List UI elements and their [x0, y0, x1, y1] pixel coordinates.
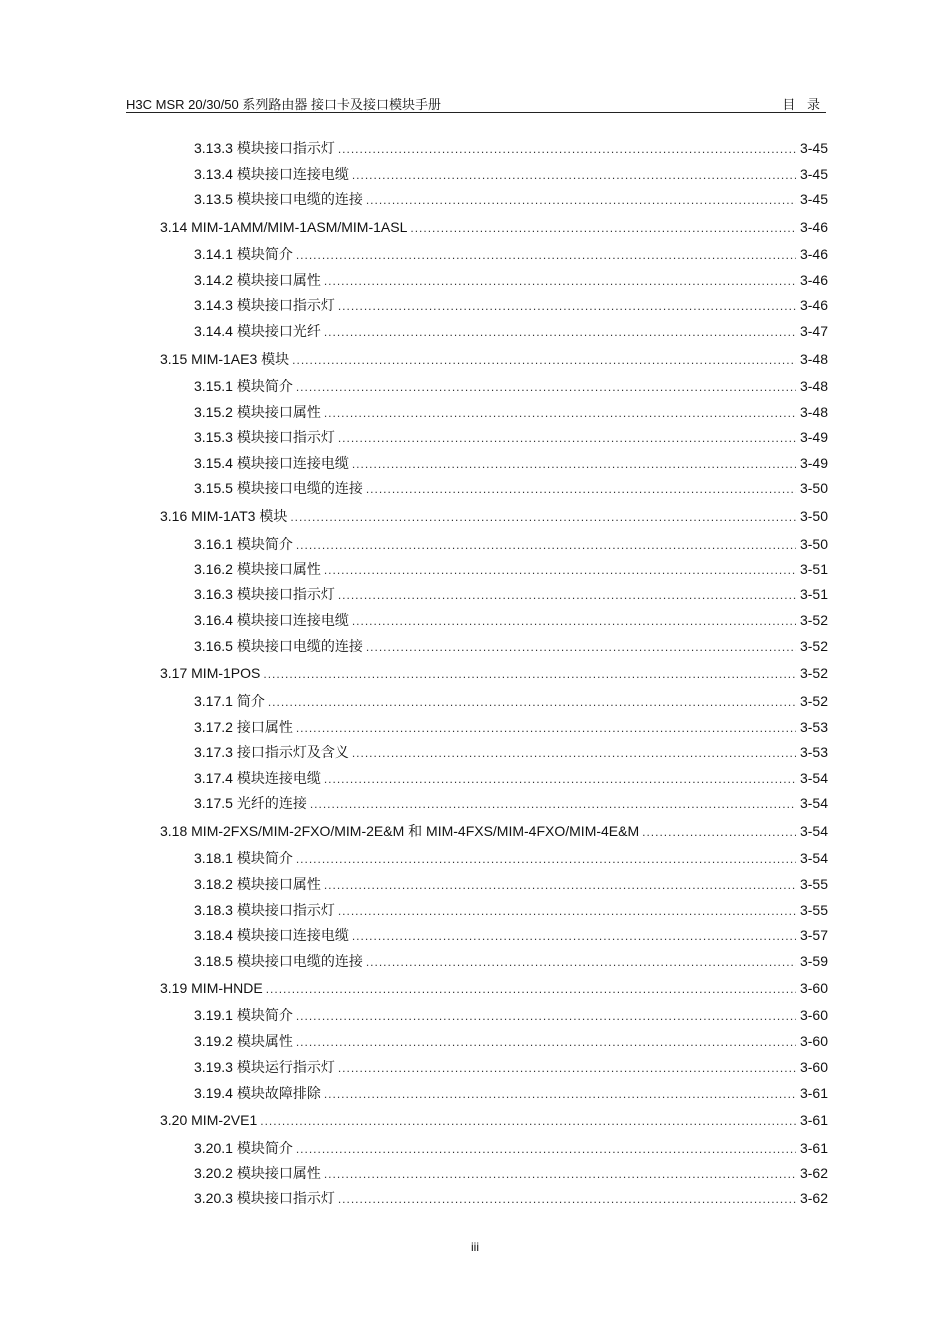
- toc-leader-dots: [296, 1033, 796, 1051]
- toc-entry-page: 3-48: [799, 378, 828, 394]
- toc-leader-dots: [366, 191, 796, 209]
- header-manual-title: H3C MSR 20/30/50 系列路由器 接口卡及接口模块手册: [126, 97, 441, 112]
- toc-entry-number: 3.18.1: [194, 850, 233, 866]
- toc-entry-number: 3.19: [160, 980, 188, 996]
- toc-entry[interactable]: [194, 1189, 828, 1207]
- toc-entry[interactable]: [194, 535, 828, 553]
- toc-entry-number: 3.17: [160, 665, 188, 681]
- toc-entry[interactable]: [194, 454, 828, 472]
- toc-entry-page: 3-62: [799, 1190, 828, 1206]
- toc-entry-page: 3-52: [799, 665, 828, 681]
- toc-entry[interactable]: [160, 1111, 828, 1129]
- toc-entry-page: 3-55: [799, 902, 828, 918]
- toc-entry-title: 模块接口光纤: [236, 323, 321, 339]
- toc-entry-page: 3-57: [799, 927, 828, 943]
- toc-entry-page: 3-62: [799, 1165, 828, 1181]
- toc-entry-title: 模块接口电缆的连接: [236, 638, 363, 654]
- toc-entry-page: 3-54: [799, 850, 828, 866]
- toc-entry-number: 3.14.2: [194, 272, 233, 288]
- toc-entry-page: 3-46: [799, 272, 828, 288]
- toc-entry-number: 3.19.2: [194, 1033, 233, 1049]
- toc-leader-dots: [266, 980, 796, 998]
- toc-entry-number: 3.16: [160, 508, 188, 524]
- toc-leader-dots: [338, 586, 796, 604]
- toc-leader-dots: [324, 770, 796, 788]
- toc-entry[interactable]: [194, 1164, 828, 1182]
- toc-entry-page: 3-54: [799, 823, 828, 839]
- toc-entry-page: 3-60: [799, 980, 828, 996]
- toc-leader-dots: [366, 953, 796, 971]
- toc-entry-number: 3.20.2: [194, 1165, 233, 1181]
- toc-entry[interactable]: [194, 322, 828, 340]
- toc-entry-number: 3.15.5: [194, 480, 233, 496]
- toc-entry-page: 3-46: [799, 297, 828, 313]
- toc-entry[interactable]: [194, 190, 828, 208]
- toc-entry-page: 3-55: [799, 876, 828, 892]
- toc-entry-number: 3.13.4: [194, 166, 233, 182]
- toc-entry[interactable]: [194, 901, 828, 919]
- toc-entry[interactable]: [194, 479, 828, 497]
- toc-leader-dots: [338, 1190, 796, 1208]
- toc-leader-dots: [324, 1085, 796, 1103]
- toc-leader-dots: [324, 561, 796, 579]
- toc-entry-title: 模块接口电缆的连接: [236, 191, 363, 207]
- toc-entry[interactable]: [194, 403, 828, 421]
- toc-leader-dots: [268, 693, 796, 711]
- toc-entry-title: 模块接口指示灯: [236, 1190, 335, 1206]
- toc-entry-page: 3-53: [799, 744, 828, 760]
- toc-entry-page: 3-54: [799, 795, 828, 811]
- toc-entry-title: 模块接口连接电缆: [236, 455, 349, 471]
- toc-entry-number: 3.19.4: [194, 1085, 233, 1101]
- toc-entry-number: 3.17.2: [194, 719, 233, 735]
- toc-entry[interactable]: [194, 637, 828, 655]
- toc-entry-number: 3.18.3: [194, 902, 233, 918]
- toc-entry-title: 模块接口连接电缆: [236, 612, 349, 628]
- toc-entry-number: 3.16.1: [194, 536, 233, 552]
- toc-entry-number: 3.19.1: [194, 1007, 233, 1023]
- toc-entry[interactable]: [194, 718, 828, 736]
- toc-leader-dots: [310, 795, 796, 813]
- toc-leader-dots: [296, 246, 796, 264]
- toc-entry-title: 模块接口属性: [236, 876, 321, 892]
- toc-entry-title: 模块简介: [236, 378, 293, 394]
- toc-entry-page: 3-51: [799, 561, 828, 577]
- toc-leader-dots: [263, 665, 796, 683]
- toc-entry-title: MIM-HNDE: [191, 980, 263, 996]
- toc-entry[interactable]: [194, 794, 828, 812]
- toc-entry-title: 模块简介: [236, 850, 293, 866]
- toc-entry[interactable]: [194, 952, 828, 970]
- toc-entry[interactable]: [194, 1032, 828, 1050]
- toc-entry-number: 3.18.2: [194, 876, 233, 892]
- toc-entry-title: 模块运行指示灯: [236, 1059, 335, 1075]
- toc-entry-page: 3-50: [799, 536, 828, 552]
- toc-entry-page: 3-46: [799, 246, 828, 262]
- toc-entry-number: 3.16.2: [194, 561, 233, 577]
- toc-leader-dots: [352, 744, 796, 762]
- toc-entry-title: 模块接口属性: [236, 272, 321, 288]
- toc-leader-dots: [296, 719, 796, 737]
- toc-leader-dots: [338, 1059, 796, 1077]
- toc-entry-page: 3-49: [799, 455, 828, 471]
- toc-entry-number: 3.18.5: [194, 953, 233, 969]
- toc-leader-dots: [366, 638, 796, 656]
- toc-entry-number: 3.14.3: [194, 297, 233, 313]
- toc-entry-page: 3-45: [799, 166, 828, 182]
- toc-entry-title: 模块简介: [236, 246, 293, 262]
- toc-entry[interactable]: [194, 1006, 828, 1024]
- toc-entry-title: MIM-1AE3 模块: [191, 351, 290, 367]
- toc-leader-dots: [296, 536, 796, 554]
- toc-entry-title: 接口指示灯及含义: [236, 744, 349, 760]
- toc-entry[interactable]: [194, 769, 828, 787]
- toc-entry-number: 3.18.4: [194, 927, 233, 943]
- toc-entry[interactable]: [194, 926, 828, 944]
- toc-entry[interactable]: [160, 350, 828, 368]
- toc-leader-dots: [260, 1112, 796, 1130]
- toc-leader-dots: [352, 455, 796, 473]
- toc-leader-dots: [366, 480, 796, 498]
- toc-entry[interactable]: [194, 165, 828, 183]
- toc-entry[interactable]: [160, 664, 828, 682]
- toc-entry-page: 3-60: [799, 1033, 828, 1049]
- toc-entry[interactable]: [194, 692, 828, 710]
- toc-entry-title: 模块接口连接电缆: [236, 927, 349, 943]
- toc-entry-number: 3.14.4: [194, 323, 233, 339]
- toc-entry-page: 3-45: [799, 140, 828, 156]
- toc-leader-dots: [338, 902, 796, 920]
- toc-leader-dots: [296, 1007, 796, 1025]
- toc-entry-title: 模块连接电缆: [236, 770, 321, 786]
- page-number: iii: [471, 1240, 479, 1254]
- toc-leader-dots: [290, 508, 796, 526]
- toc-entry-title: 模块接口属性: [236, 561, 321, 577]
- toc-entry-number: 3.20.1: [194, 1140, 233, 1156]
- toc-leader-dots: [338, 297, 796, 315]
- toc-entry-number: 3.15: [160, 351, 188, 367]
- toc-entry-number: 3.19.3: [194, 1059, 233, 1075]
- toc-entry[interactable]: [194, 875, 828, 893]
- toc-entry-page: 3-45: [799, 191, 828, 207]
- toc-entry-number: 3.15.4: [194, 455, 233, 471]
- toc-entry[interactable]: [194, 849, 828, 867]
- toc-entry-title: 模块简介: [236, 1140, 293, 1156]
- toc-leader-dots: [338, 429, 796, 447]
- toc-entry[interactable]: [194, 1139, 828, 1157]
- toc-entry-page: 3-53: [799, 719, 828, 735]
- toc-leader-dots: [338, 140, 796, 158]
- toc-entry-page: 3-46: [799, 219, 828, 235]
- toc-entry-number: 3.20.3: [194, 1190, 233, 1206]
- toc-entry[interactable]: [194, 245, 828, 263]
- toc-leader-dots: [324, 323, 796, 341]
- toc-leader-dots: [296, 1140, 796, 1158]
- toc-leader-dots: [296, 850, 796, 868]
- toc-entry-title: 模块接口指示灯: [236, 586, 335, 602]
- toc-entry[interactable]: [160, 822, 828, 840]
- toc-entry-number: 3.17.1: [194, 693, 233, 709]
- toc-entry-page: 3-48: [799, 351, 828, 367]
- toc-entry-number: 3.18: [160, 823, 188, 839]
- toc-entry-page: 3-61: [799, 1140, 828, 1156]
- toc-entry[interactable]: [194, 271, 828, 289]
- toc-entry-title: 模块接口指示灯: [236, 429, 335, 445]
- toc-entry-page: 3-59: [799, 953, 828, 969]
- toc-entry-title: 模块接口指示灯: [236, 902, 335, 918]
- toc-leader-dots: [324, 272, 796, 290]
- toc-entry-page: 3-52: [799, 693, 828, 709]
- toc-entry[interactable]: [194, 139, 828, 157]
- toc-entry-number: 3.16.4: [194, 612, 233, 628]
- toc-entry-title: 模块接口属性: [236, 1165, 321, 1181]
- toc-leader-dots: [324, 404, 796, 422]
- toc-entry-page: 3-50: [799, 508, 828, 524]
- toc-entry-title: 光纤的连接: [236, 795, 307, 811]
- toc-entry-title: 模块简介: [236, 536, 293, 552]
- toc-entry-page: 3-49: [799, 429, 828, 445]
- toc-entry[interactable]: [194, 1058, 828, 1076]
- toc-entry-page: 3-52: [799, 612, 828, 628]
- toc-entry-title: 模块属性: [236, 1033, 293, 1049]
- toc-entry-number: 3.15.1: [194, 378, 233, 394]
- toc-entry-title: MIM-1POS: [191, 665, 261, 681]
- toc-leader-dots: [410, 219, 796, 237]
- toc-leader-dots: [296, 378, 796, 396]
- toc-entry[interactable]: [194, 428, 828, 446]
- toc-entry-number: 3.15.2: [194, 404, 233, 420]
- toc-entry-page: 3-61: [799, 1085, 828, 1101]
- toc-entry-number: 3.16.3: [194, 586, 233, 602]
- toc-entry[interactable]: [160, 218, 828, 236]
- toc-entry-page: 3-51: [799, 586, 828, 602]
- toc-entry[interactable]: [194, 1084, 828, 1102]
- toc-entry-page: 3-61: [799, 1112, 828, 1128]
- toc-entry-number: 3.17.3: [194, 744, 233, 760]
- header-section-name: 目 录: [782, 97, 824, 112]
- toc-entry-title: 模块接口电缆的连接: [236, 480, 363, 496]
- toc-leader-dots: [352, 166, 796, 184]
- toc-entry[interactable]: [160, 507, 828, 525]
- toc-leader-dots: [352, 612, 796, 630]
- toc-entry-title: MIM-1AMM/MIM-1ASM/MIM-1ASL: [191, 219, 408, 235]
- toc-entry-title: 模块故障排除: [236, 1085, 321, 1101]
- toc-entry-title: 模块接口属性: [236, 404, 321, 420]
- toc-entry-title: 模块接口电缆的连接: [236, 953, 363, 969]
- toc-entry-page: 3-52: [799, 638, 828, 654]
- toc-entry[interactable]: [194, 377, 828, 395]
- toc-entry[interactable]: [194, 743, 828, 761]
- toc-entry-title: 模块接口指示灯: [236, 140, 335, 156]
- toc-entry[interactable]: [194, 585, 828, 603]
- toc-entry-number: 3.14.1: [194, 246, 233, 262]
- toc-entry-number: 3.17.5: [194, 795, 233, 811]
- toc-entry-number: 3.13.5: [194, 191, 233, 207]
- toc-entry-title: MIM-2FXS/MIM-2FXO/MIM-2E&M 和 MIM-4FXS/MIM-4FXO/MIM-4E&M: [191, 823, 640, 839]
- toc-leader-dots: [324, 1165, 796, 1183]
- toc-entry[interactable]: [194, 611, 828, 629]
- toc-leader-dots: [352, 927, 796, 945]
- toc-entry-number: 3.13.3: [194, 140, 233, 156]
- toc-entry[interactable]: [160, 979, 828, 997]
- toc-entry-page: 3-50: [799, 480, 828, 496]
- toc-entry-title: 模块简介: [236, 1007, 293, 1023]
- toc-leader-dots: [292, 351, 796, 369]
- toc-entry-title: 接口属性: [236, 719, 293, 735]
- toc-entry-title: MIM-2VE1: [191, 1112, 258, 1128]
- toc-leader-dots: [642, 823, 796, 841]
- toc-entry-number: 3.20: [160, 1112, 188, 1128]
- toc-entry-page: 3-54: [799, 770, 828, 786]
- toc-leader-dots: [324, 876, 796, 894]
- toc-entry-title: 模块接口指示灯: [236, 297, 335, 313]
- toc-entry-number: 3.17.4: [194, 770, 233, 786]
- toc-entry-number: 3.14: [160, 219, 188, 235]
- toc-entry-title: MIM-1AT3 模块: [191, 508, 288, 524]
- toc-entry-number: 3.16.5: [194, 638, 233, 654]
- toc-entry-number: 3.15.3: [194, 429, 233, 445]
- toc-entry-page: 3-47: [799, 323, 828, 339]
- toc-entry-page: 3-48: [799, 404, 828, 420]
- toc-entry-title: 模块接口连接电缆: [236, 166, 349, 182]
- toc-entry-page: 3-60: [799, 1007, 828, 1023]
- toc-entry-title: 简介: [236, 693, 265, 709]
- toc-entry[interactable]: [194, 296, 828, 314]
- toc-entry[interactable]: [194, 560, 828, 578]
- toc-entry-page: 3-60: [799, 1059, 828, 1075]
- running-header: [126, 94, 826, 113]
